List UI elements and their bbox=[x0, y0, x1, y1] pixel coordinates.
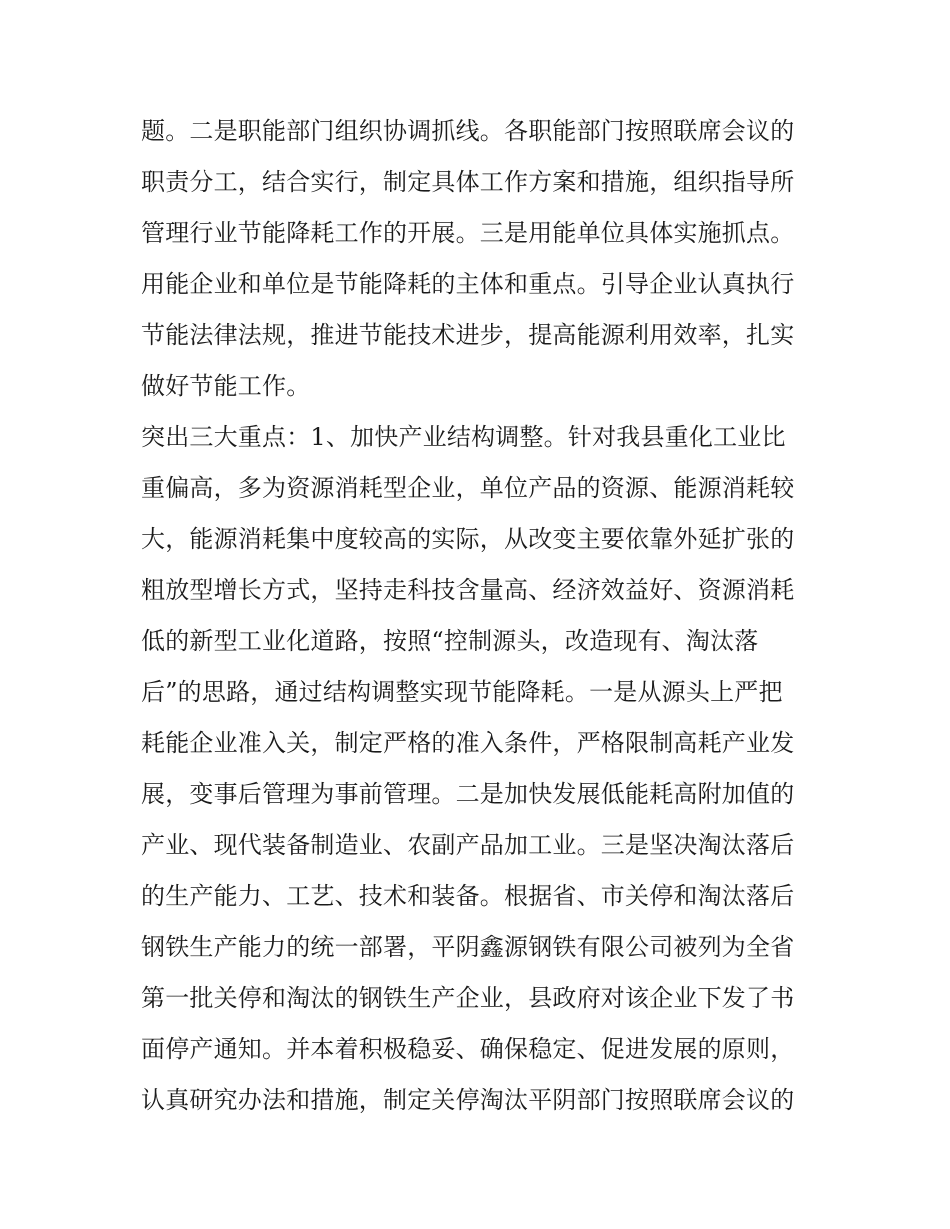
text-line: 第一批关停和淘汰的钢铁生产企业，县政府对该企业下发了书 bbox=[141, 984, 795, 1012]
text-line: 重偏高，多为资源消耗型企业，单位产品的资源、能源消耗较 bbox=[141, 474, 795, 502]
text-line: 认真研究办法和措施，制定关停淘汰平阴部门按照联席会议的 bbox=[141, 1086, 795, 1114]
text-line: 职责分工，结合实行，制定具体工作方案和措施，组织指导所 bbox=[141, 168, 795, 196]
text-line: 用能企业和单位是节能降耗的主体和重点。引导企业认真执行 bbox=[141, 270, 795, 298]
text-line: 低的新型工业化道路，按照“控制源头，改造现有、淘汰落 bbox=[141, 627, 759, 655]
text-line: 的生产能力、工艺、技术和装备。根据省、市关停和淘汰落后 bbox=[141, 882, 795, 910]
document-body bbox=[141, 106, 821, 1126]
text-line: 钢铁生产能力的统一部署，平阴鑫源钢铁有限公司被列为全省 bbox=[141, 933, 795, 961]
text-line: 粗放型增长方式，坚持走科技含量高、经济效益好、资源消耗 bbox=[141, 576, 795, 604]
text-line: 大，能源消耗集中度较高的实际，从改变主要依靠外延扩张的 bbox=[141, 525, 795, 553]
text-line: 后”的思路，通过结构调整实现节能降耗。一是从源头上严把 bbox=[141, 678, 783, 706]
text-line: 产业、现代装备制造业、农副产品加工业。三是坚决淘汰落后 bbox=[141, 831, 795, 859]
text-line: 突出三大重点：1、加快产业结构调整。针对我县重化工业比 bbox=[141, 423, 786, 451]
text-line: 节能法律法规，推进节能技术进步，提高能源利用效率，扎实 bbox=[141, 321, 795, 349]
text-line: 题。二是职能部门组织协调抓线。各职能部门按照联席会议的 bbox=[141, 117, 795, 145]
text-line: 面停产通知。并本着积极稳妥、确保稳定、促进发展的原则， bbox=[141, 1035, 795, 1063]
text-line: 展，变事后管理为事前管理。二是加快发展低能耗高附加值的 bbox=[141, 780, 795, 808]
text-line: 耗能企业准入关，制定严格的准入条件，严格限制高耗产业发 bbox=[141, 729, 795, 757]
text-line: 管理行业节能降耗工作的开展。三是用能单位具体实施抓点。 bbox=[141, 219, 795, 247]
text-line: 做好节能工作。 bbox=[141, 372, 311, 400]
